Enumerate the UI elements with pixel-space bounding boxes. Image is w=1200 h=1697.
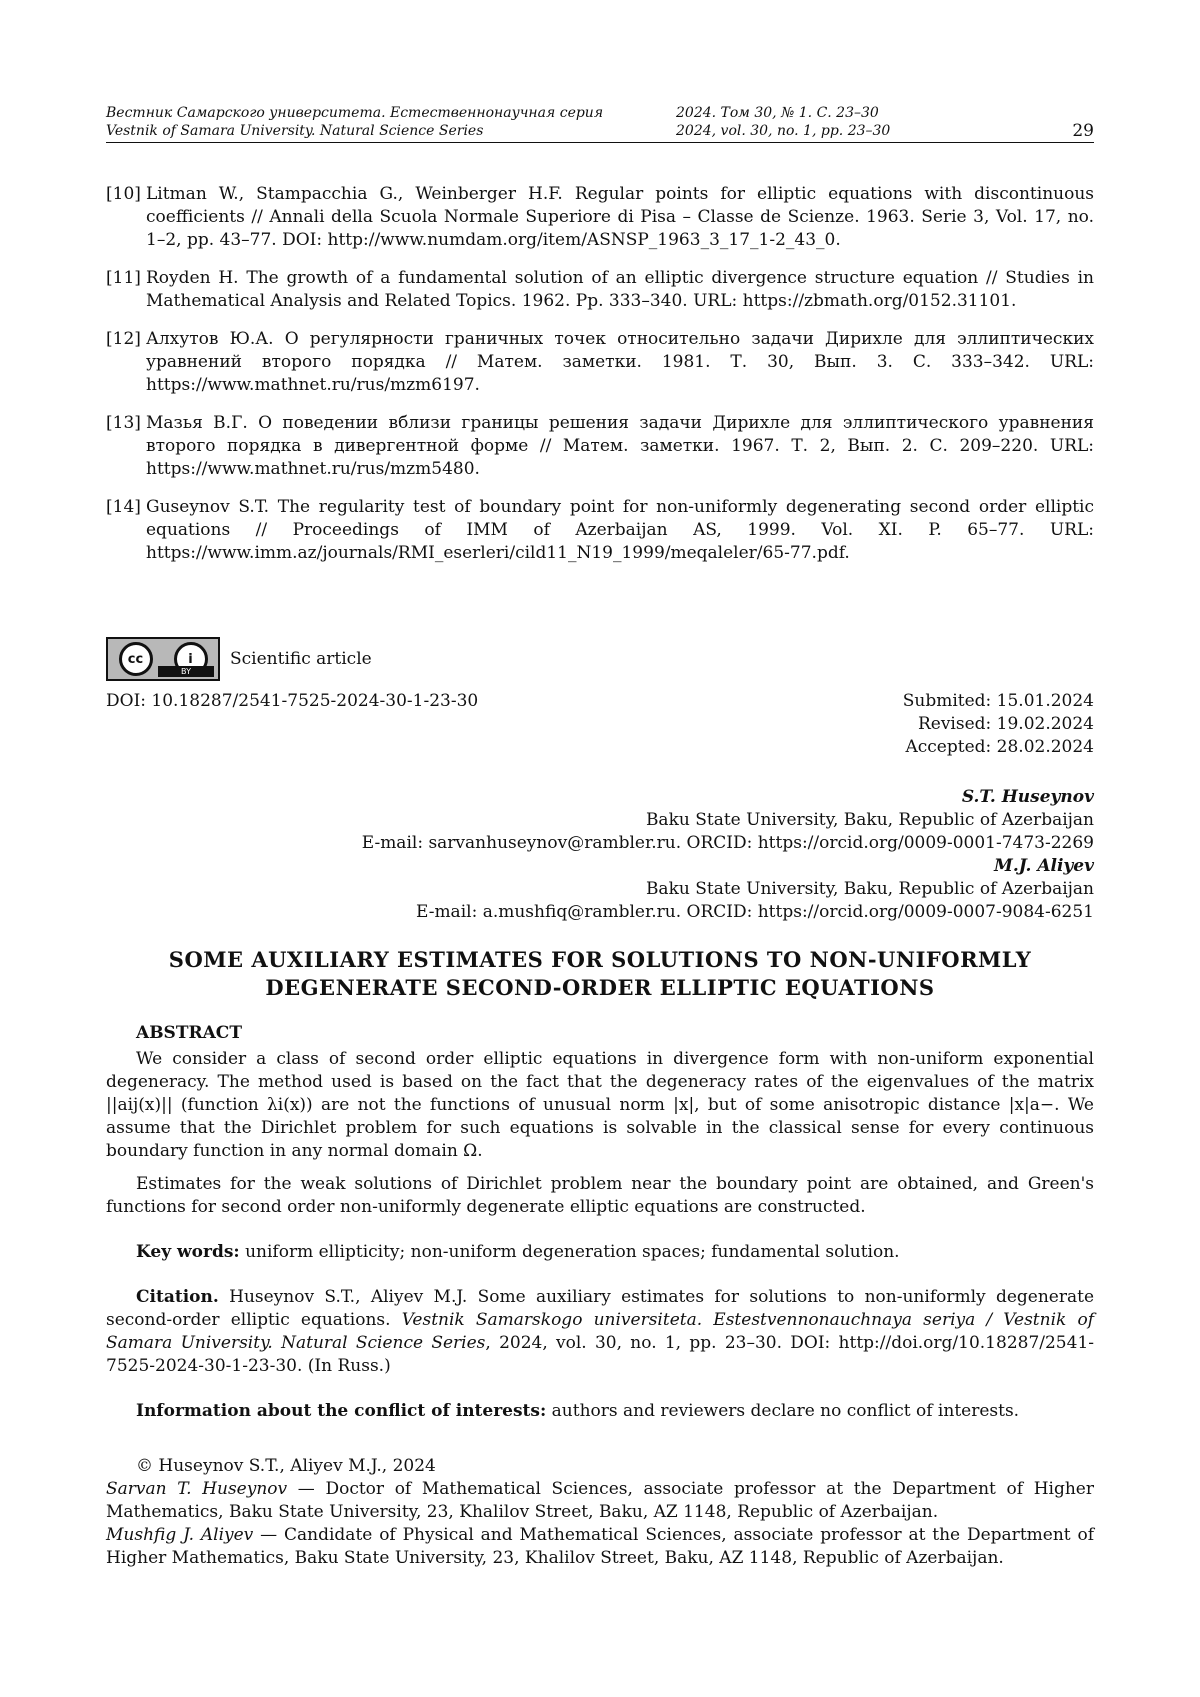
author-contact[interactable]: E-mail: sarvanhuseynov@rambler.ru. ORCID: https://orcid.org/0009-0001-7473-2269 [361,833,1094,853]
submitted-date: Submited: 15.01.2024 [902,691,1094,711]
citation-end: , 2024, vol. 30, no. 1, pp. 23–30. DOI: http://doi.org/10.18287/2541-7525-2024-30-1-23-30. (In Russ.) [106,1333,1095,1376]
article-type: Scientific article [230,648,372,669]
reference-number: [13] [106,413,141,433]
citation-journal: Vestnik Samarskogo universiteta. Estestvennonauchnaya seriya / Vestnik of Samara University. Natural Science Series [106,1310,1094,1353]
issue-info-ru: 2024. Том 30, № 1. С. 23–30 [676,105,879,121]
reference-number: [14] [106,497,141,517]
reference-text: Litman W., Stampacchia G., Weinberger H.F. Regular points for elliptic equations with discontinuous coefficients // Annali della Scuola Normale Superiore di Pisa – Classe de Scienze. 1963. Serie 3, Vol. 17, no. 1–2, pp. 43–77. DOI: http://www.numdam.org/item/ASNSP_1963_3_17_1-2_43_0. [146,184,1094,250]
reference-text: Guseynov S.T. The regularity test of boundary point for non-uniformly degenerating second order elliptic equations // Proceedings of IMM of Azerbaijan AS, 1999. Vol. XI. P. 65–77. URL: https://www.imm.az/journals/RMI_eserleri/cild11_N19_1999/meqaleler/65-77.pdf. [146,497,1094,563]
reference-item [106,183,1094,252]
copyright-block [106,1455,1094,1570]
title-line: SOME AUXILIARY ESTIMATES FOR SOLUTIONS TO NON-UNIFORMLY [168,947,1032,972]
cc-icon: cc [119,642,153,676]
abstract-paragraph: Estimates for the weak solutions of Dirichlet problem near the boundary point are obtained, and Green's functions for second order non-uniformly degenerate elliptic equations are constructed. [106,1174,1094,1217]
author-bio [106,1478,1094,1524]
journal-title-ru: Вестник Самарского университета. Естественнонаучная серия [106,105,604,121]
reference-item [106,267,1094,313]
author-affiliation: Baku State University, Baku, Republic of Azerbaijan [645,810,1094,830]
author-bio [106,1524,1094,1570]
citation [106,1286,1094,1378]
author-bio-name: Mushfig J. Aliyev [106,1525,254,1545]
conflict-of-interest [106,1400,1094,1423]
reference-number: [10] [106,184,141,204]
issue-info-en: 2024, vol. 30, no. 1, pp. 23–30 [676,123,891,139]
reference-text: Royden H. The growth of a fundamental solution of an elliptic divergence structure equation // Studies in Mathematical Analysis and Related Topics. 1962. Pp. 333–340. URL: https://zbmath.org/0152.31101. [146,268,1094,311]
keywords-label: Key words: [136,1242,240,1262]
cc-by-license-icon[interactable] [106,637,220,681]
author-bio-text: — Doctor of Mathematical Sciences, associate professor at the Department of Higher Mathematics, Baku State University, 23, Khalilov Street, Baku, AZ 1148, Republic of Azerbaijan. [106,1479,1094,1522]
author-name: M.J. Aliyev [994,856,1094,876]
abstract-section [106,1022,1094,1433]
journal-title-en: Vestnik of Samara University. Natural Science Series [106,123,484,139]
citation-start: Huseynov S.T., Aliyev M.J. Some auxiliary estimates for solutions to non-uniformly degenerate second-order elliptic equations. [106,1287,1094,1330]
article-title [106,946,1094,1002]
citation-label: Citation. [136,1287,219,1307]
author-bio-text: — Candidate of Physical and Mathematical Sciences, associate professor at the Department of Higher Mathematics, Baku State University, 23, Khalilov Street, Baku, AZ 1148, Republic of Azerbaijan. [106,1525,1094,1568]
author-affiliation: Baku State University, Baku, Republic of Azerbaijan [645,879,1094,899]
license-block [106,637,372,681]
conflict-label: Information about the conflict of interests: [136,1401,547,1421]
by-label: BY [158,666,214,677]
doi[interactable]: DOI: 10.18287/2541-7525-2024-30-1-23-30 [106,691,479,711]
reference-list [106,183,1094,580]
author-bio-name: Sarvan T. Huseynov [106,1479,288,1499]
reference-number: [11] [106,268,141,288]
reference-item [106,328,1094,397]
keywords-text: uniform ellipticity; non-uniform degeneration spaces; fundamental solution. [245,1242,900,1262]
keywords [106,1241,1094,1264]
article-dates [903,690,1094,759]
attribution-icon: i [174,642,208,676]
title-line: DEGENERATE SECOND-ORDER ELLIPTIC EQUATIONS [265,975,935,1000]
abstract-heading: ABSTRACT [136,1023,242,1043]
running-head [106,104,1094,140]
author-list [106,786,1094,924]
page-number: 29 [1072,121,1094,141]
reference-item [106,496,1094,565]
header-rule [106,142,1094,143]
reference-text: Алхутов Ю.А. О регулярности граничных точек относительно задачи Дирихле для эллиптических уравнений второго порядка // Матем. заметки. 1981. Т. 30, Вып. 3. С. 333–342. URL: https://www.mathnet.ru/rus/mzm6197. [146,329,1094,395]
reference-number: [12] [106,329,141,349]
revised-date: Revised: 19.02.2024 [917,714,1094,734]
author-contact[interactable]: E-mail: a.mushfiq@rambler.ru. ORCID: https://orcid.org/0009-0007-9084-6251 [415,902,1094,922]
conflict-text: authors and reviewers declare no conflict of interests. [551,1401,1020,1421]
author-name: S.T. Huseynov [961,787,1094,807]
abstract-paragraph: We consider a class of second order elliptic equations in divergence form with non-uniform exponential degeneracy. The method used is based on the fact that the degeneracy rates of the eigenvalues of the matrix ||aij(x)|| (function λi(x)) are not the functions of unusual norm |x|, but of some anisotropic distance |x|a−. We assume that the Dirichlet problem for such equations is solvable in the classical sense for every continuous boundary function in any normal domain Ω. [106,1049,1094,1161]
copyright-line: © Huseynov S.T., Aliyev M.J., 2024 [136,1456,436,1476]
accepted-date: Accepted: 28.02.2024 [905,737,1094,757]
reference-text: Мазья В.Г. О поведении вблизи границы решения задачи Дирихле для эллиптического уравнения второго порядка в дивергентной форме // Матем. заметки. 1967. Т. 2, Вып. 2. С. 209–220. URL: https://www.mathnet.ru/rus/mzm5480. [146,413,1094,479]
reference-item [106,412,1094,481]
